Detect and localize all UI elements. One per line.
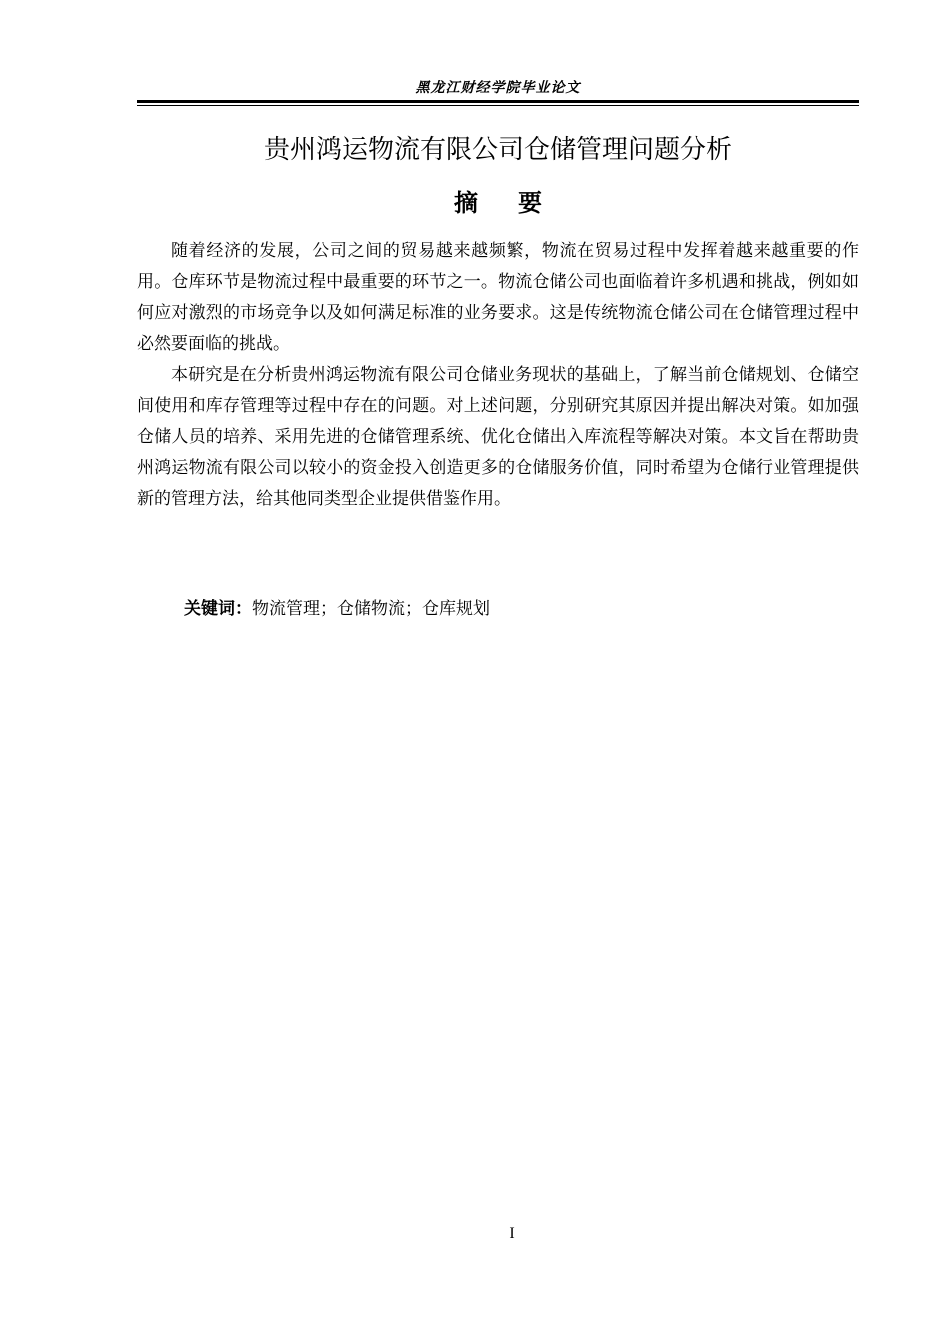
abstract-paragraph-2: 本研究是在分析贵州鸿运物流有限公司仓储业务现状的基础上，了解当前仓储规划、仓储空间使用和库存管理等过程中存在的问题。对上述问题，分别研究其原因并提出解决对策。如加强仓储人员的培养、采用先进的仓储管理系统、优化仓储出入库流程等解决对策。本文旨在帮助贵州鸿运物流有限公司以较小的资金投入创造更多的仓储服务价值，同时希望为仓储行业管理提供新的管理方法，给其他同类型企业提供借鉴作用。 <box>137 365 859 509</box>
header-rule-thick <box>137 100 859 103</box>
abstract-body <box>137 236 859 515</box>
abstract-heading: 摘要 <box>454 189 582 217</box>
page-number: I <box>509 1225 515 1242</box>
keywords-label: 关键词： <box>184 599 252 619</box>
keywords-value: 物流管理；仓储物流；仓库规划 <box>252 599 490 619</box>
abstract-paragraph-1: 随着经济的发展，公司之间的贸易越来越频繁，物流在贸易过程中发挥着越来越重要的作用。仓库环节是物流过程中最重要的环节之一。物流仓储公司也面临着许多机遇和挑战，例如如何应对激烈的市场竞争以及如何满足标准的业务要求。这是传统物流仓储公司在仓储管理过程中必然要面临的挑战。 <box>137 241 859 354</box>
page-header: 黑龙江财经学院毕业论文 <box>415 80 581 96</box>
keywords-line <box>184 595 784 623</box>
thesis-title: 贵州鸿运物流有限公司仓储管理问题分析 <box>263 135 732 165</box>
header-rule-thin <box>137 105 859 106</box>
